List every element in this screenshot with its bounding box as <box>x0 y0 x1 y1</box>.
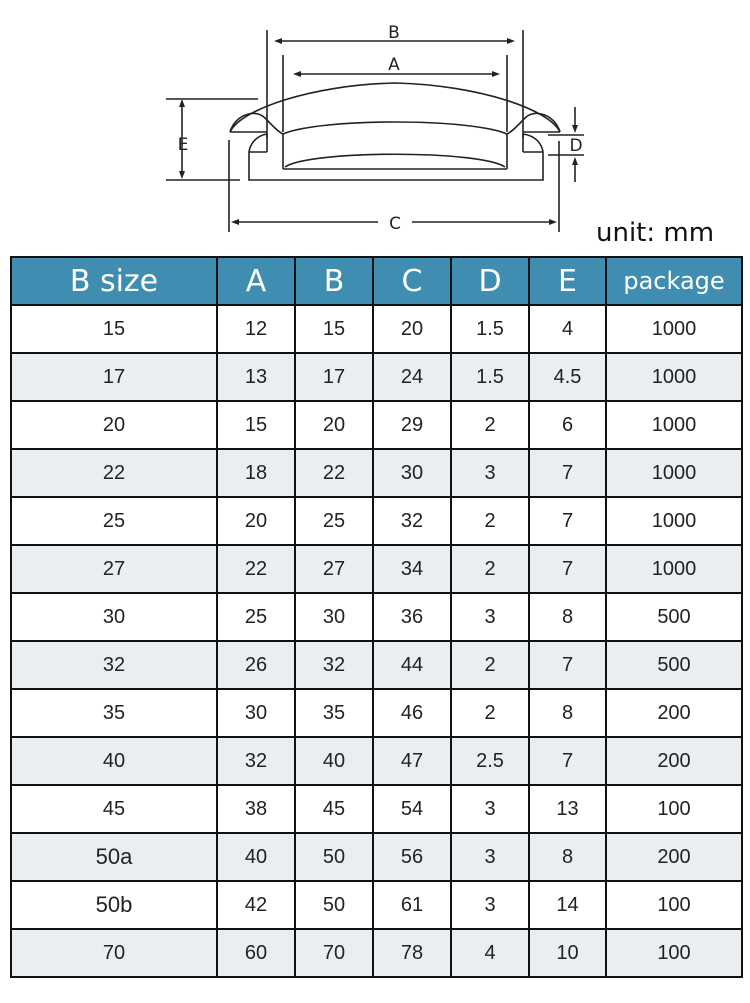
cell-d: 2 <box>451 545 529 593</box>
cell-c: 44 <box>373 641 451 689</box>
cell-d: 1.5 <box>451 305 529 353</box>
table-row <box>11 689 742 737</box>
cell-d: 2 <box>451 641 529 689</box>
cell-b-size: 20 <box>11 401 217 449</box>
cell-package: 500 <box>606 641 742 689</box>
cell-b: 17 <box>295 353 373 401</box>
cell-e: 8 <box>529 689 606 737</box>
table-row <box>11 593 742 641</box>
header-package: package <box>606 257 742 305</box>
cell-d: 3 <box>451 593 529 641</box>
table-row <box>11 497 742 545</box>
cell-package: 1000 <box>606 305 742 353</box>
cell-package: 100 <box>606 785 742 833</box>
cell-c: 61 <box>373 881 451 929</box>
cell-a: 12 <box>217 305 295 353</box>
cell-a: 38 <box>217 785 295 833</box>
table-row <box>11 881 742 929</box>
table-header-row <box>11 257 742 305</box>
cell-b: 30 <box>295 593 373 641</box>
unit-label: unit: mm <box>596 218 715 248</box>
cell-b: 50 <box>295 833 373 881</box>
cell-a: 60 <box>217 929 295 977</box>
cell-b-size: 30 <box>11 593 217 641</box>
cell-b: 27 <box>295 545 373 593</box>
cell-d: 3 <box>451 833 529 881</box>
cell-a: 22 <box>217 545 295 593</box>
cell-c: 20 <box>373 305 451 353</box>
cell-b-size: 27 <box>11 545 217 593</box>
cell-c: 32 <box>373 497 451 545</box>
cell-package: 1000 <box>606 353 742 401</box>
cell-d: 3 <box>451 881 529 929</box>
cell-e: 4 <box>529 305 606 353</box>
cell-b-size: 50a <box>11 833 217 881</box>
cell-e: 7 <box>529 641 606 689</box>
cell-b-size: 50b <box>11 881 217 929</box>
cell-c: 36 <box>373 593 451 641</box>
cell-b: 20 <box>295 401 373 449</box>
table-row <box>11 737 742 785</box>
cell-e: 7 <box>529 737 606 785</box>
cell-a: 13 <box>217 353 295 401</box>
cell-c: 30 <box>373 449 451 497</box>
cell-a: 42 <box>217 881 295 929</box>
header-a: A <box>217 257 295 305</box>
cell-b: 15 <box>295 305 373 353</box>
cell-b-size: 45 <box>11 785 217 833</box>
cell-e: 7 <box>529 545 606 593</box>
label-c: C <box>389 214 401 234</box>
cell-d: 2.5 <box>451 737 529 785</box>
cell-package: 1000 <box>606 449 742 497</box>
header-b-size: B size <box>11 257 217 305</box>
table-row <box>11 353 742 401</box>
cell-b: 45 <box>295 785 373 833</box>
cell-c: 46 <box>373 689 451 737</box>
cell-b: 50 <box>295 881 373 929</box>
cell-c: 54 <box>373 785 451 833</box>
table-row <box>11 305 742 353</box>
cell-d: 2 <box>451 497 529 545</box>
cell-a: 32 <box>217 737 295 785</box>
grommet-dimension-diagram <box>160 10 600 240</box>
table-row <box>11 785 742 833</box>
cell-e: 8 <box>529 593 606 641</box>
cell-d: 2 <box>451 689 529 737</box>
cell-c: 56 <box>373 833 451 881</box>
table-row <box>11 401 742 449</box>
cell-e: 4.5 <box>529 353 606 401</box>
table-row <box>11 449 742 497</box>
cell-b-size: 32 <box>11 641 217 689</box>
label-d: D <box>569 136 583 156</box>
cell-e: 10 <box>529 929 606 977</box>
cell-package: 100 <box>606 929 742 977</box>
table-row <box>11 641 742 689</box>
cell-d: 1.5 <box>451 353 529 401</box>
cell-a: 20 <box>217 497 295 545</box>
cell-b: 40 <box>295 737 373 785</box>
cell-a: 30 <box>217 689 295 737</box>
cell-package: 1000 <box>606 401 742 449</box>
cell-c: 24 <box>373 353 451 401</box>
cell-a: 40 <box>217 833 295 881</box>
header-b: B <box>295 257 373 305</box>
cell-e: 7 <box>529 449 606 497</box>
cell-a: 18 <box>217 449 295 497</box>
cell-b-size: 22 <box>11 449 217 497</box>
cell-e: 8 <box>529 833 606 881</box>
cell-a: 26 <box>217 641 295 689</box>
cell-b-size: 17 <box>11 353 217 401</box>
header-c: C <box>373 257 451 305</box>
header-e: E <box>529 257 606 305</box>
cell-b-size: 35 <box>11 689 217 737</box>
cell-b-size: 70 <box>11 929 217 977</box>
cell-d: 4 <box>451 929 529 977</box>
cell-e: 6 <box>529 401 606 449</box>
cell-c: 47 <box>373 737 451 785</box>
cell-package: 1000 <box>606 545 742 593</box>
cell-b: 35 <box>295 689 373 737</box>
label-a: A <box>388 55 400 75</box>
cell-b: 25 <box>295 497 373 545</box>
cell-package: 1000 <box>606 497 742 545</box>
cell-c: 29 <box>373 401 451 449</box>
cell-e: 14 <box>529 881 606 929</box>
table-row <box>11 545 742 593</box>
cell-c: 34 <box>373 545 451 593</box>
cell-b: 32 <box>295 641 373 689</box>
cell-c: 78 <box>373 929 451 977</box>
dimension-table <box>10 256 743 978</box>
label-e: E <box>177 135 189 155</box>
cell-b-size: 25 <box>11 497 217 545</box>
cell-e: 7 <box>529 497 606 545</box>
header-d: D <box>451 257 529 305</box>
cell-package: 200 <box>606 737 742 785</box>
cell-d: 2 <box>451 401 529 449</box>
cell-b: 70 <box>295 929 373 977</box>
cell-a: 15 <box>217 401 295 449</box>
cell-b-size: 15 <box>11 305 217 353</box>
table-row <box>11 929 742 977</box>
cell-b-size: 40 <box>11 737 217 785</box>
label-b: B <box>388 23 400 43</box>
cell-package: 200 <box>606 689 742 737</box>
cell-d: 3 <box>451 785 529 833</box>
cell-package: 200 <box>606 833 742 881</box>
cell-package: 100 <box>606 881 742 929</box>
cell-a: 25 <box>217 593 295 641</box>
cell-b: 22 <box>295 449 373 497</box>
cell-e: 13 <box>529 785 606 833</box>
cell-package: 500 <box>606 593 742 641</box>
table-row <box>11 833 742 881</box>
cell-d: 3 <box>451 449 529 497</box>
